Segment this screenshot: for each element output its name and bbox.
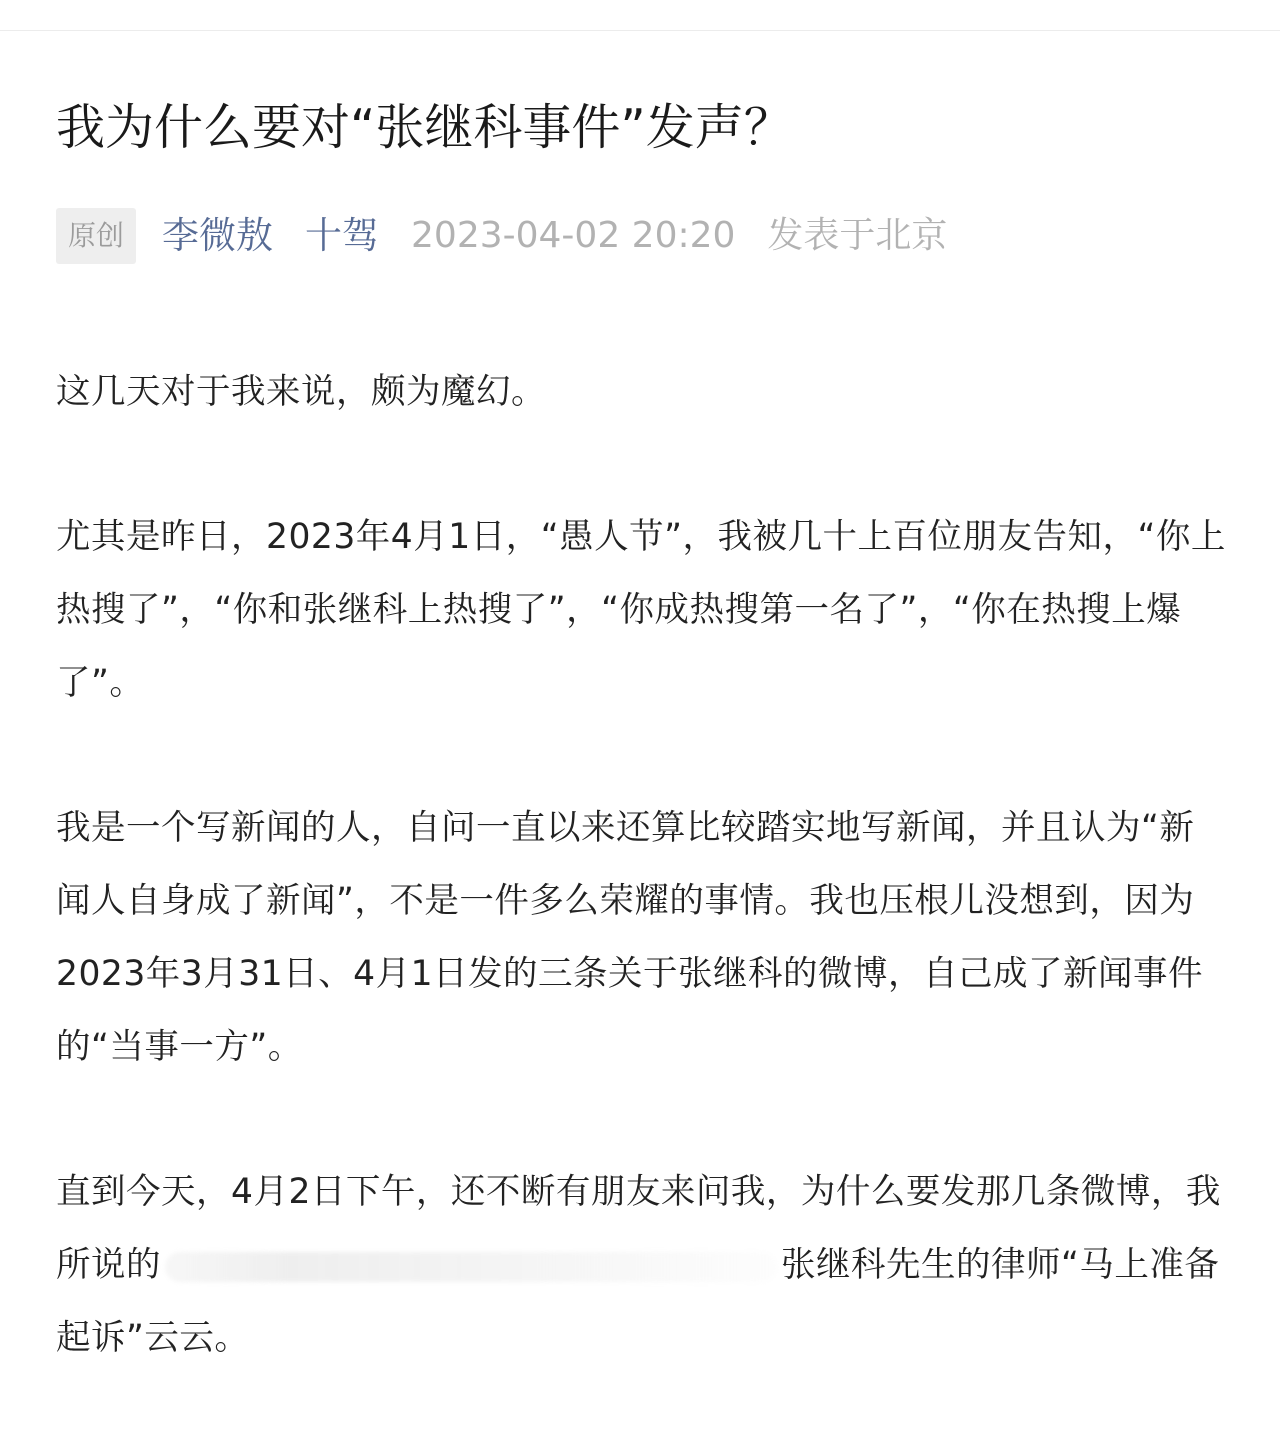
paragraph: 尤其是昨日，2023年4月1日，“愚人节”，我被几十上百位朋友告知，“你上热搜了”，“你和张继科上热搜了”，“你成热搜第一名了”，“你在热搜上爆了”。 [56,517,1226,703]
paragraph: 我是一个写新闻的人，自问一直以来还算比较踏实地写新闻，并且认为“新闻人自身成了新闻”，不是一件多么荣耀的事情。我也压根儿没想到，因为2023年3月31日、4月1日发的三条关于张继科的微博，自己成了新闻事件的“当事一方”。 [56,808,1204,1067]
article-meta [56,208,947,264]
blurred-redaction [165,1252,777,1282]
paragraph [56,1156,1226,1375]
publish-datetime: 2023-04-02 20:20 [411,215,736,256]
original-badge: 原创 [56,208,136,264]
article-body [56,356,1226,1447]
paragraph-text: 张继科先生的律师“马上准备起诉”云云。 [56,1245,1220,1358]
account-link[interactable]: 十驾 [305,214,380,257]
article-title: 我为什么要对“张继科事件”发声？ [56,99,793,156]
top-divider [0,30,1280,31]
publish-location: 发表于北京 [767,215,948,256]
paragraph-text: 直到今天，4月2日下午，还不断有朋友来问我，为什么要发那几条微博，我所说的 [56,1172,1221,1285]
paragraph: 这几天对于我来说，颇为魔幻。 [56,372,546,412]
author-link[interactable]: 李微敖 [162,214,274,257]
